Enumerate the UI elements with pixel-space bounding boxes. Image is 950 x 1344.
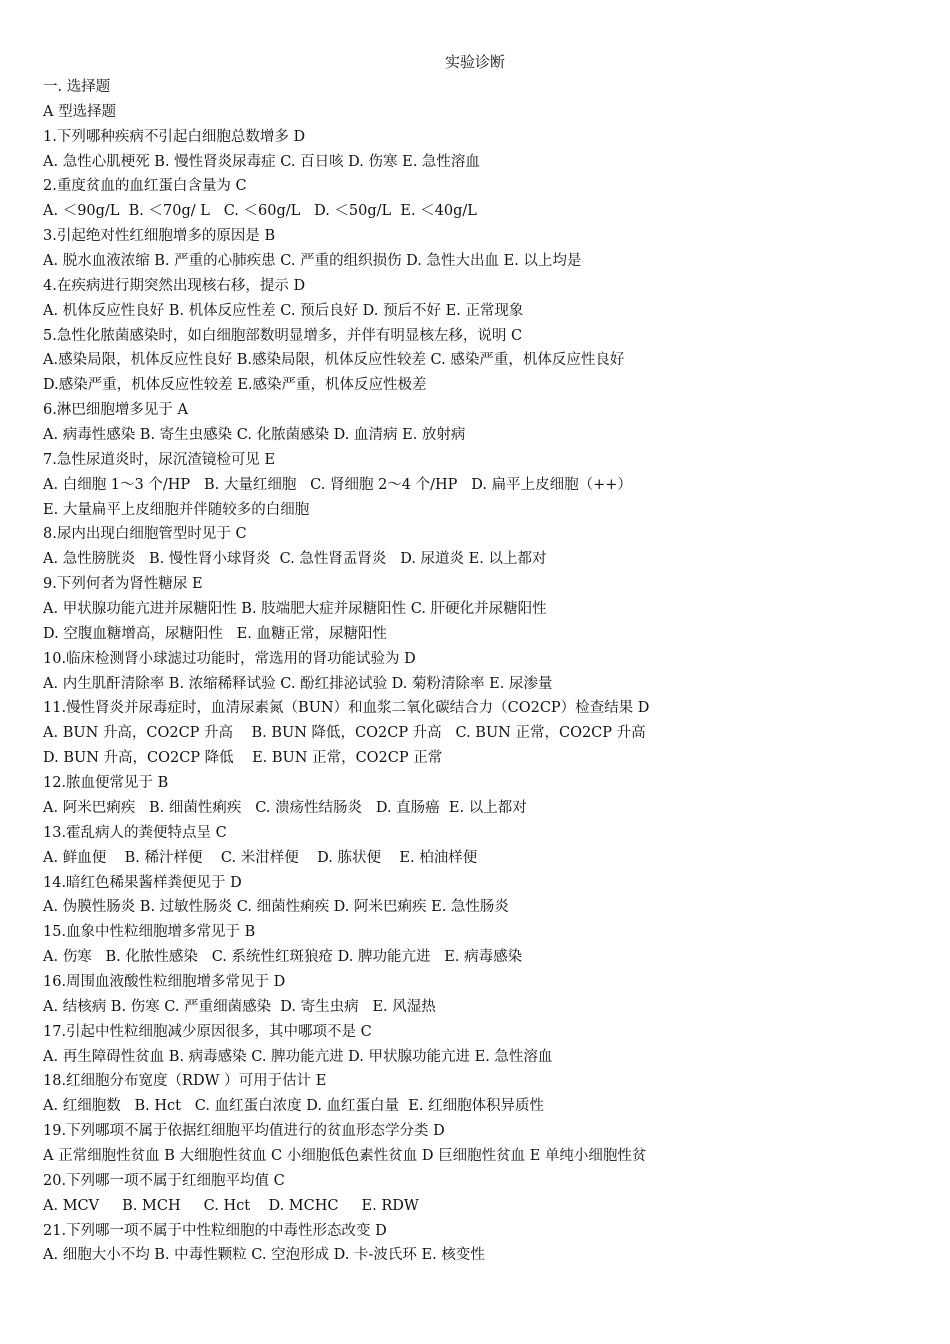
text-line: A. 急性心肌梗死 B. 慢性肾炎尿毒症 C. 百日咳 D. 伤寒 E. 急性溶血 xyxy=(43,153,480,170)
text-line: 16.周围血液酸性粒细胞增多常见于 D xyxy=(43,973,286,990)
text-line: A. 再生障碍性贫血 B. 病毒感染 C. 脾功能亢进 D. 甲状腺功能亢进 E. 急性溶血 xyxy=(43,1048,553,1065)
text-line: A. 脱水血液浓缩 B. 严重的心肺疾患 C. 严重的组织损伤 D. 急性大出血 E. 以上均是 xyxy=(43,253,582,270)
text-line: A. BUN 升高，CO2CP 升高 B. BUN 降低，CO2CP 升高 C. BUN 正常，CO2CP 升高 xyxy=(43,725,646,742)
text-line: 20.下列哪一项不属于红细胞平均值 C xyxy=(43,1172,285,1189)
text-line: 18.红细胞分布宽度（RDW ）可用于估计 E xyxy=(43,1073,327,1090)
text-line: A. 红细胞数 B. Hct C. 血红蛋白浓度 D. 血红蛋白量 E. 红细胞体积异质性 xyxy=(43,1098,545,1115)
text-line: A. 内生肌酐清除率 B. 浓缩稀释试验 C. 酚红排泌试验 D. 菊粉清除率 E. 尿渗量 xyxy=(43,675,553,692)
text-line: 13.霍乱病人的粪便特点呈 C xyxy=(43,824,227,841)
text-line: A. 白细胞 1～3 个/HP B. 大量红细胞 C. 肾细胞 2～4 个/HP D. 扁平上皮细胞（++） xyxy=(43,476,632,493)
text-line: 15.血象中性粒细胞增多常见于 B xyxy=(43,924,256,941)
text-line: 一. 选择题 xyxy=(43,79,111,95)
text-line: A. 鲜血便 B. 稀汁样便 C. 米泔样便 D. 胨状便 E. 柏油样便 xyxy=(43,849,478,866)
text-line: A. MCV B. MCH C. Hct D. MCHC E. RDW xyxy=(43,1197,419,1214)
text-line: 4.在疾病进行期突然出现核右移，提示 D xyxy=(43,277,306,294)
text-line: 6.淋巴细胞增多见于 A xyxy=(43,402,188,419)
text-line: 17.引起中性粒细胞减少原因很多，其中哪项不是 C xyxy=(43,1023,372,1040)
text-line: A. 伤寒 B. 化脓性感染 C. 系统性红斑狼疮 D. 脾功能亢进 E. 病毒感染 xyxy=(43,949,523,966)
text-line: 10.临床检测肾小球滤过功能时，常选用的肾功能试验为 D xyxy=(43,650,416,667)
text-line: 5.急性化脓菌感染时，如白细胞部数明显增多，并伴有明显核左移，说明 C xyxy=(43,327,523,344)
text-line: D. 空腹血糖增高，尿糖阳性 E. 血糖正常，尿糖阳性 xyxy=(43,625,387,642)
text-line: A. 病毒性感染 B. 寄生虫感染 C. 化脓菌感染 D. 血清病 E. 放射病 xyxy=(43,427,466,444)
text-line: A 型选择题 xyxy=(43,103,117,120)
text-line: D.感染严重，机体反应性较差 E.感染严重，机体反应性极差 xyxy=(43,377,427,394)
text-line: A.感染局限，机体反应性良好 B.感染局限，机体反应性较差 C. 感染严重，机体反应性良好 xyxy=(43,352,625,369)
text-line: 7.急性尿道炎时，尿沉渣镜检可见 E xyxy=(43,451,276,468)
text-line: A. 阿米巴痢疾 B. 细菌性痢疾 C. 溃疡性结肠炎 D. 直肠癌 E. 以上都对 xyxy=(43,799,527,816)
text-line: E. 大量扁平上皮细胞并伴随较多的白细胞 xyxy=(43,501,310,518)
text-line: A. 急性膀胱炎 B. 慢性肾小球肾炎 C. 急性肾盂肾炎 D. 尿道炎 E. 以上都对 xyxy=(43,551,547,568)
text-line: A. 结核病 B. 伤寒 C. 严重细菌感染 D. 寄生虫病 E. 风湿热 xyxy=(43,998,436,1015)
text-line: A. 伪膜性肠炎 B. 过敏性肠炎 C. 细菌性痢疾 D. 阿米巴痢疾 E. 急性肠炎 xyxy=(43,899,509,916)
text-line: A. 甲状腺功能亢进并尿糖阳性 B. 肢端肥大症并尿糖阳性 C. 肝硬化并尿糖阳性 xyxy=(43,601,547,618)
text-line: D. BUN 升高，CO2CP 降低 E. BUN 正常，CO2CP 正常 xyxy=(43,750,443,767)
page-title: 实验诊断 xyxy=(444,53,505,71)
text-line: 2.重度贫血的血红蛋白含量为 C xyxy=(43,178,247,195)
text-line: A. 机体反应性良好 B. 机体反应性差 C. 预后良好 D. 预后不好 E. 正常现象 xyxy=(43,302,524,319)
text-line: 12.脓血便常见于 B xyxy=(43,775,169,792)
text-line: 8.尿内出现白细胞管型时见于 C xyxy=(43,526,247,543)
text-line: A. 细胞大小不均 B. 中毒性颗粒 C. 空泡形成 D. 卡-波氏环 E. 核变性 xyxy=(43,1247,485,1264)
text-line: A 正常细胞性贫血 B 大细胞性贫血 C 小细胞低色素性贫血 D 巨细胞性贫血 E 单纯小细胞性贫 xyxy=(43,1147,647,1164)
text-line: 11.慢性肾炎并尿毒症时，血清尿素氮（BUN）和血浆二氧化碳结合力（CO2CP）检查结果 D xyxy=(43,700,650,717)
text-line: 3.引起绝对性红细胞增多的原因是 B xyxy=(43,228,276,245)
text-line: 19.下列哪项不属于依据红细胞平均值进行的贫血形态学分类 D xyxy=(43,1123,445,1140)
text-line: 14.暗红色稀果酱样粪便见于 D xyxy=(43,874,242,891)
text-line: 1.下列哪种疾病不引起白细胞总数增多 D xyxy=(43,128,306,145)
text-line: A. ＜90g/L B. ＜70g/ L C. ＜60g/L D. ＜50g/L E. ＜40g/L xyxy=(43,203,477,220)
question-text-block xyxy=(43,75,933,1268)
text-line: 9.下列何者为肾性糖尿 E xyxy=(43,576,203,593)
text-line: 21.下列哪一项不属于中性粒细胞的中毒性形态改变 D xyxy=(43,1222,387,1239)
